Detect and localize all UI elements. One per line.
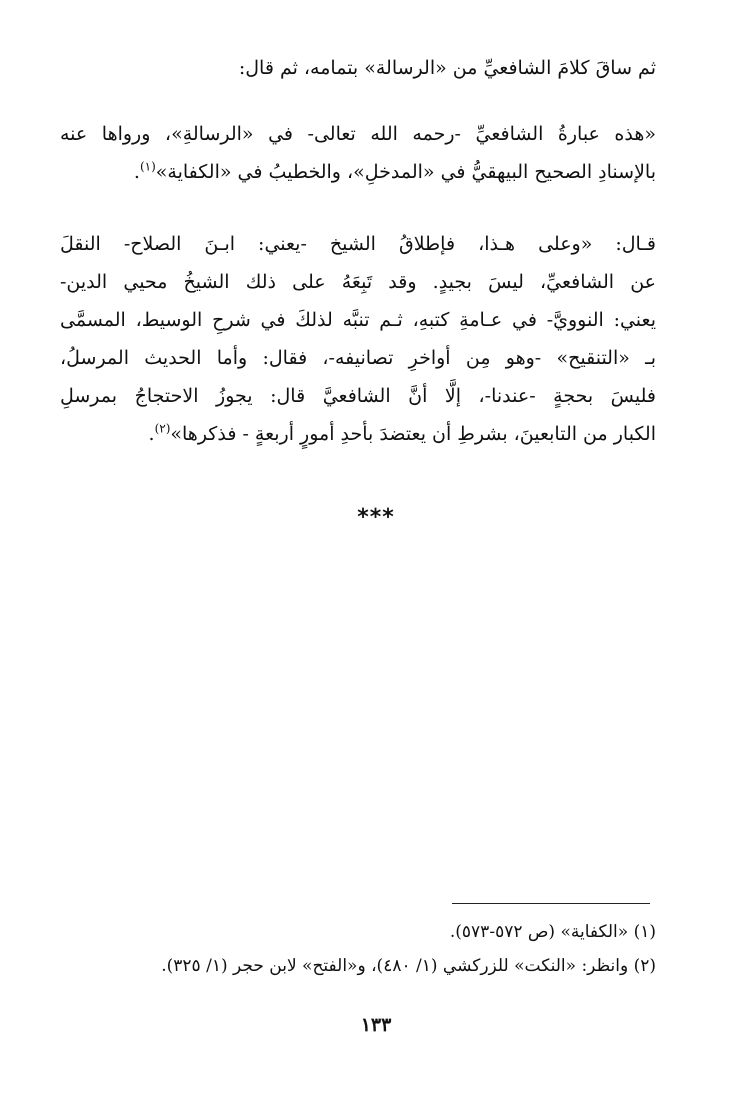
text-line: عن الشافعيِّ، ليسَ بجيدٍ. وقد تَبِعَهُ على ذلك الشيخُ محيي الدين- [60, 271, 656, 293]
footnotes [60, 915, 656, 983]
text-line-content: بالإسنادِ الصحيح البيهقيُّ في «المدخلِ»، والخطيبُ في «الكفاية» [155, 161, 656, 183]
sentence-end: . [148, 423, 155, 445]
text-line-last [60, 153, 656, 191]
page-number: ١٣٣ [360, 1014, 392, 1036]
footnote-1: (١) «الكفاية» (ص ٥٧٢-٥٧٣). [449, 922, 656, 942]
text-line: فليسَ بحجةٍ -عندنا-، إلَّا أنَّ الشافعيَّ قال: يجوزُ الاحتجاجُ بمرسلِ [60, 385, 656, 407]
text-line: يعني: النوويَّ- في عـامةِ كتبهِ، ثـم تنبَّه لذلكَ في شرحِ الوسيط، المسمَّى [60, 309, 656, 331]
text-line: «هذه عبارةُ الشافعيِّ -رحمه الله تعالى- في «الرسالةِ»، ورواها عنه [60, 123, 656, 145]
footnote-ref-1[interactable]: (١) [139, 159, 156, 174]
text-line: قـال: «وعلى هـذا، فإطلاقُ الشيخ -يعني: ابـنَ الصلاح- النقلَ [60, 233, 656, 255]
paragraph-quote-zarkashi [60, 225, 656, 453]
paragraph-quote-shafii [60, 115, 656, 191]
sentence-end: . [133, 161, 140, 183]
paragraph-intro [60, 49, 656, 87]
text-line-last [60, 415, 656, 453]
footnote-divider [452, 903, 650, 904]
footnote-ref-2[interactable]: (٢) [154, 421, 171, 436]
text-line: بـ «التنقيح» -وهو مِن أواخرِ تصانيفه-، فقال: وأما الحديث المرسلُ، [60, 347, 656, 369]
footnote-2: (٢) وانظر: «النكت» للزركشي (١/ ٤٨٠)، و«الفتح» لابن حجر (١/ ٣٢٥). [161, 956, 656, 976]
text-line-content: الكبار من التابعينَ، بشرطِ أن يعتضدَ بأحدِ أمورٍ أربعةٍ - فذكرها» [170, 423, 656, 445]
text-line: ثم ساقَ كلامَ الشافعيِّ من «الرسالة» بتمامه، ثم قال: [238, 57, 656, 79]
section-separator: *** [357, 505, 395, 530]
